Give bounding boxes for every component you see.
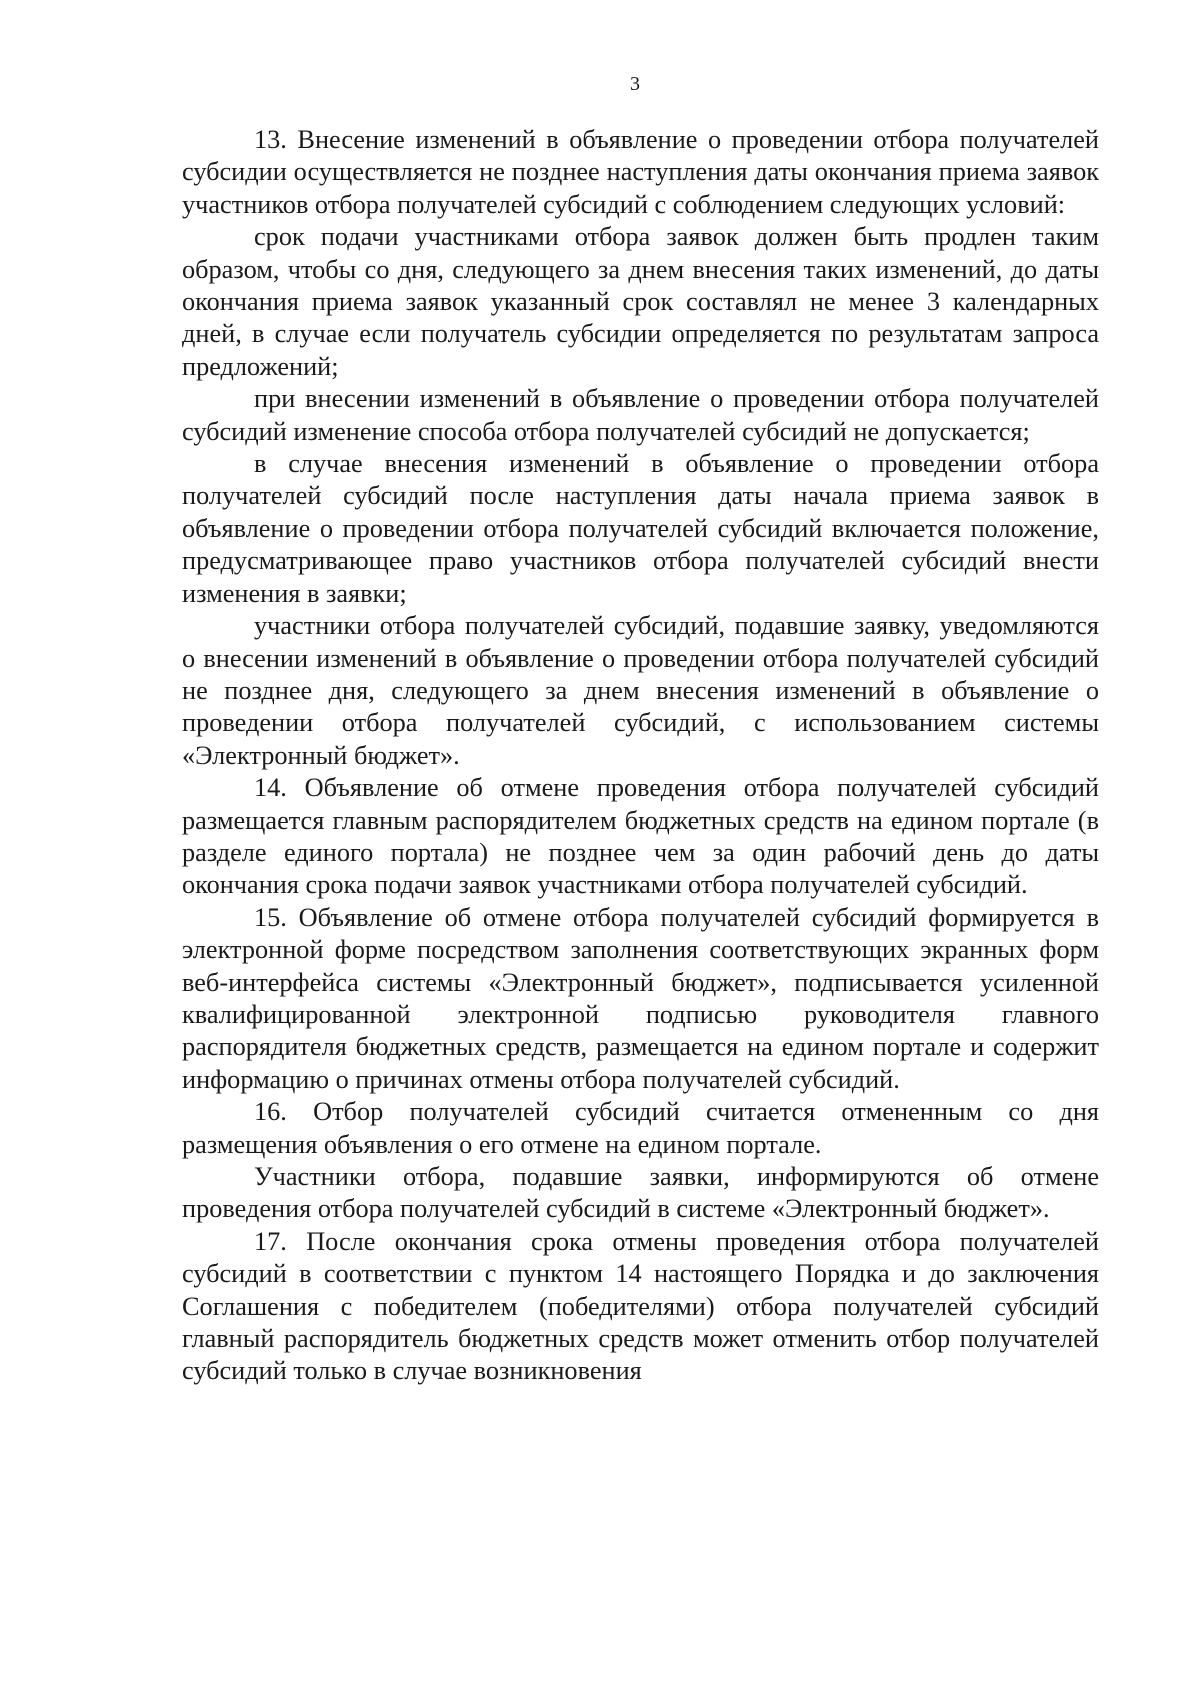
paragraph-17: 17. После окончания срока отмены проведения отбора получателей субсидий в соответствии с пунктом 14 настоящего Порядка и до заключения Соглашения с победителем (победителями) отбора получателей субсидий главный распорядитель бюджетных средств может отменить отбор получателей субсидий только в случае возникновения bbox=[182, 1226, 1099, 1386]
paragraph-16-participants: Участники отбора, подавшие заявки, информируются об отмене проведения отбора получателей субсидий в системе «Электронный бюджет». bbox=[182, 1162, 1099, 1224]
paragraph-13-condition-1: срок подачи участниками отбора заявок должен быть продлен таким образом, чтобы со дня, следующего за днем внесения таких изменений, до даты окончания приема заявок указанный срок составлял не менее 3 календарных дней, в случае если получатель субсидии определяется по результатам запроса предложений; bbox=[182, 222, 1099, 381]
paragraph-13-condition-3: в случае внесения изменений в объявление о проведении отбора получателей субсидий после наступления даты начала приема заявок в объявление о проведении отбора получателей субсидий включается положение, предусматривающее право участников отбора получателей субсидий внести изменения в заявки; bbox=[182, 449, 1099, 608]
paragraph-16: 16. Отбор получателей субсидий считается отмененным со дня размещения объявления о его отмене на едином портале. bbox=[182, 1097, 1099, 1159]
paragraph-13-notification: участники отбора получателей субсидий, подавшие заявку, уведомляются о внесении изменений в объявление о проведении отбора получателей субсидий не позднее дня, следующего за днем внесения изменений в объявление о проведении отбора получателей субсидий, с использованием системы «Электронный бюджет». bbox=[182, 611, 1099, 770]
document-body bbox=[182, 124, 1099, 1388]
paragraph-13: 13. Внесение изменений в объявление о проведении отбора получателей субсидии осуществляется не позднее наступления даты окончания приема заявок участников отбора получателей субсидий с соблюдением следующих условий: bbox=[182, 125, 1099, 219]
page-number: 3 bbox=[630, 73, 640, 95]
paragraph-15: 15. Объявление об отмене отбора получателей субсидий формируется в электронной форме посредством заполнения соответствующих экранных форм веб-интерфейса системы «Электронный бюджет», подписывается усиленной квалифицированной электронной подписью руководителя главного распорядителя бюджетных средств, размещается на едином портале и содержит информацию о причинах отмены отбора получателей субсидий. bbox=[182, 902, 1099, 1094]
paragraph-13-condition-2: при внесении изменений в объявление о проведении отбора получателей субсидий изменение способа отбора получателей субсидий не допускается; bbox=[182, 384, 1099, 446]
paragraph-14: 14. Объявление об отмене проведения отбора получателей субсидий размещается главным распорядителем бюджетных средств на едином портале (в разделе единого портала) не позднее чем за один рабочий день до даты окончания срока подачи заявок участниками отбора получателей субсидий. bbox=[182, 773, 1099, 900]
